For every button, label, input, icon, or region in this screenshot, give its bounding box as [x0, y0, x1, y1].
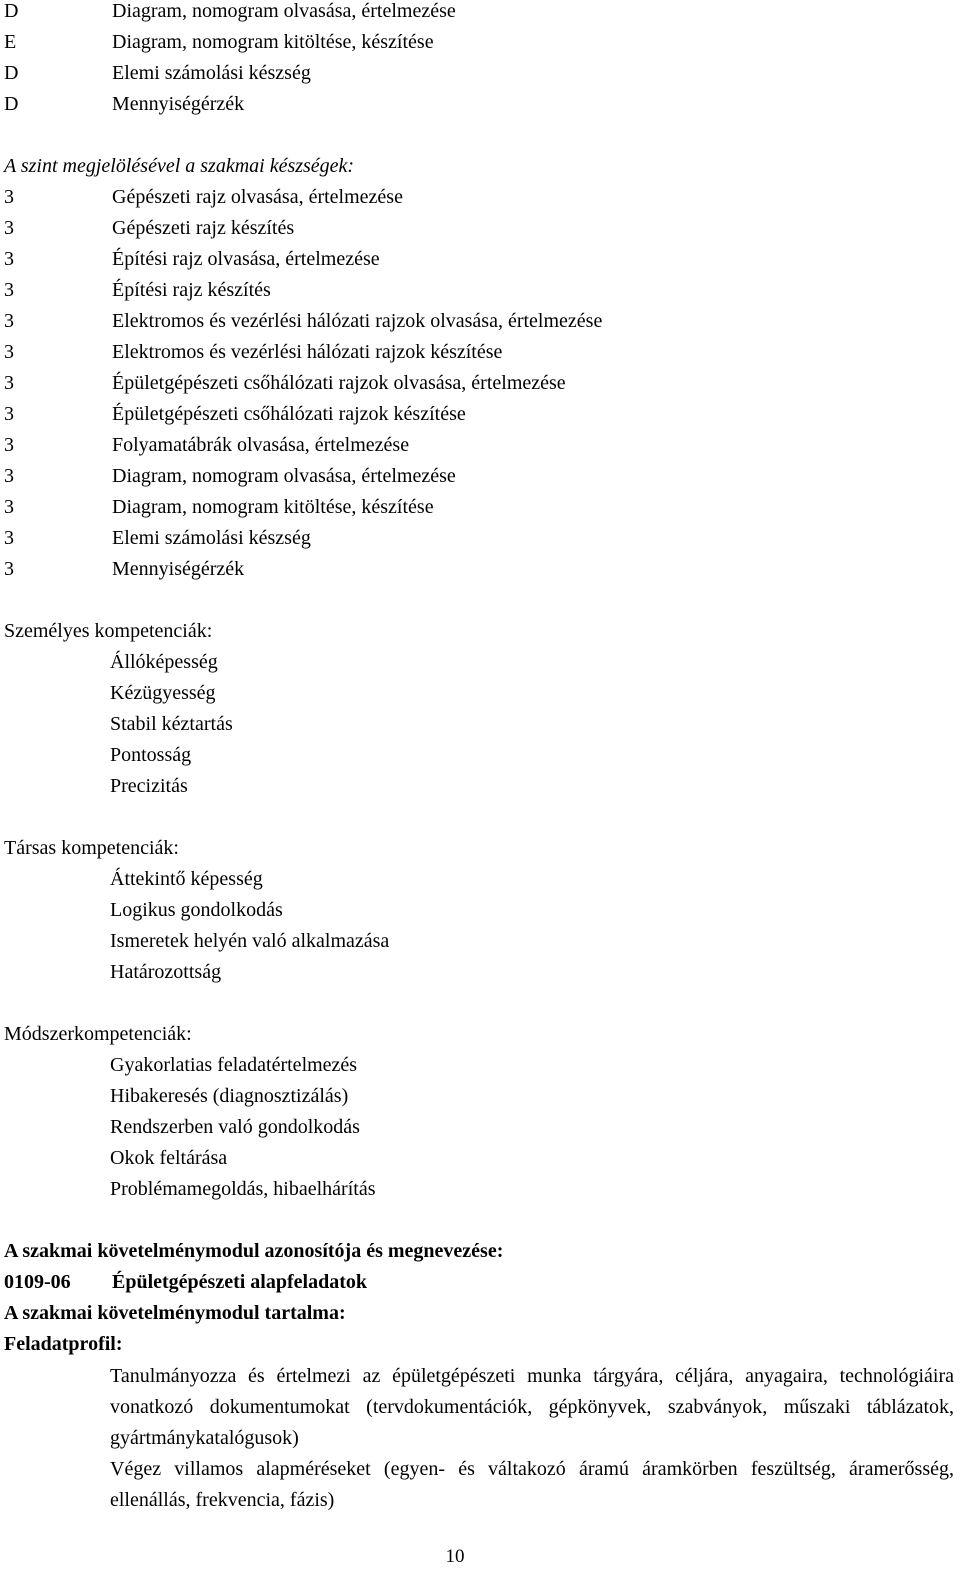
list-item: Rendszerben való gondolkodás	[110, 1116, 360, 1138]
item-text: Elektromos és vezérlési hálózati rajzok készítése	[112, 341, 503, 363]
list-item: Hibakeresés (diagnosztizálás)	[110, 1085, 349, 1107]
list-item: Problémamegoldás, hibaelhárítás	[110, 1178, 376, 1200]
list-item: Precizitás	[110, 775, 188, 797]
task-paragraph: Tanulmányozza és értelmezi az épületgépészeti munka tárgyára, céljára, anyagaira, technológiáira vonatkozó dokumentumokat (tervdokumentációk, gépkönyvek, szabványok, műszaki táblázatok, gyártmánykatalógusok)	[110, 1365, 954, 1449]
level-code: D	[4, 0, 19, 22]
list-item: Ismeretek helyén való alkalmazása	[110, 930, 390, 952]
item-text: Gépészeti rajz olvasása, értelmezése	[112, 186, 403, 208]
list-item: Állóképesség	[110, 651, 218, 673]
item-text: Mennyiségérzék	[112, 558, 245, 580]
level-code: 3	[4, 248, 14, 270]
list-item: Okok feltárása	[110, 1147, 228, 1169]
list-item: Gyakorlatias feladatértelmezés	[110, 1054, 358, 1076]
level-code: E	[4, 31, 17, 53]
list-item: Áttekintő képesség	[110, 868, 263, 890]
level-code: 3	[4, 558, 14, 580]
level-code: 3	[4, 186, 14, 208]
module-id-heading: A szakmai követelménymodul azonosítója és megnevezése:	[4, 1240, 504, 1262]
item-text: Diagram, nomogram olvasása, értelmezése	[112, 465, 456, 487]
level-code: 3	[4, 279, 14, 301]
item-text: Elemi számolási készség	[112, 527, 311, 549]
module-code: 0109-06	[4, 1271, 71, 1293]
item-text: Elemi számolási készség	[112, 62, 311, 84]
method-competences-heading: Módszerkompetenciák:	[4, 1023, 192, 1045]
list-item: Pontosság	[110, 744, 192, 766]
social-competences-heading: Társas kompetenciák:	[4, 837, 179, 859]
page-number: 10	[445, 1546, 465, 1567]
item-text: Mennyiségérzék	[112, 93, 245, 115]
personal-competences-heading: Személyes kompetenciák:	[4, 620, 213, 642]
skills-heading: A szint megjelölésével a szakmai készségek:	[4, 155, 355, 177]
level-code: 3	[4, 372, 14, 394]
level-code: D	[4, 93, 19, 115]
level-code: 3	[4, 496, 14, 518]
level-code: 3	[4, 403, 14, 425]
item-text: Épületgépészeti csőhálózati rajzok olvasása, értelmezése	[112, 372, 566, 394]
list-item: Határozottság	[110, 961, 222, 983]
module-name: Épületgépészeti alapfeladatok	[112, 1271, 367, 1293]
level-code: 3	[4, 527, 14, 549]
task-profile-heading: Feladatprofil:	[4, 1333, 123, 1355]
list-item: Kézügyesség	[110, 682, 216, 704]
module-content-heading: A szakmai követelménymodul tartalma:	[4, 1302, 346, 1324]
item-text: Folyamatábrák olvasása, értelmezése	[112, 434, 410, 456]
item-text: Diagram, nomogram olvasása, értelmezése	[112, 0, 456, 22]
level-code: 3	[4, 310, 14, 332]
task-paragraph: Végez villamos alapméréseket (egyen- és váltakozó áramú áramkörben feszültség, áramerősség, ellenállás, frekvencia, fázis)	[110, 1458, 954, 1511]
item-text: Építési rajz olvasása, értelmezése	[112, 248, 380, 270]
list-item: Logikus gondolkodás	[110, 899, 283, 921]
level-code: 3	[4, 217, 14, 239]
item-text: Gépészeti rajz készítés	[112, 217, 295, 239]
item-text: Diagram, nomogram kitöltése, készítése	[112, 496, 434, 518]
item-text: Elektromos és vezérlési hálózati rajzok olvasása, értelmezése	[112, 310, 603, 332]
item-text: Diagram, nomogram kitöltése, készítése	[112, 31, 434, 53]
level-code: 3	[4, 465, 14, 487]
level-code: 3	[4, 434, 14, 456]
item-text: Épületgépészeti csőhálózati rajzok készítése	[112, 403, 466, 425]
item-text: Építési rajz készítés	[112, 279, 271, 301]
list-item: Stabil kéztartás	[110, 713, 233, 735]
level-code: D	[4, 62, 19, 84]
level-code: 3	[4, 341, 14, 363]
